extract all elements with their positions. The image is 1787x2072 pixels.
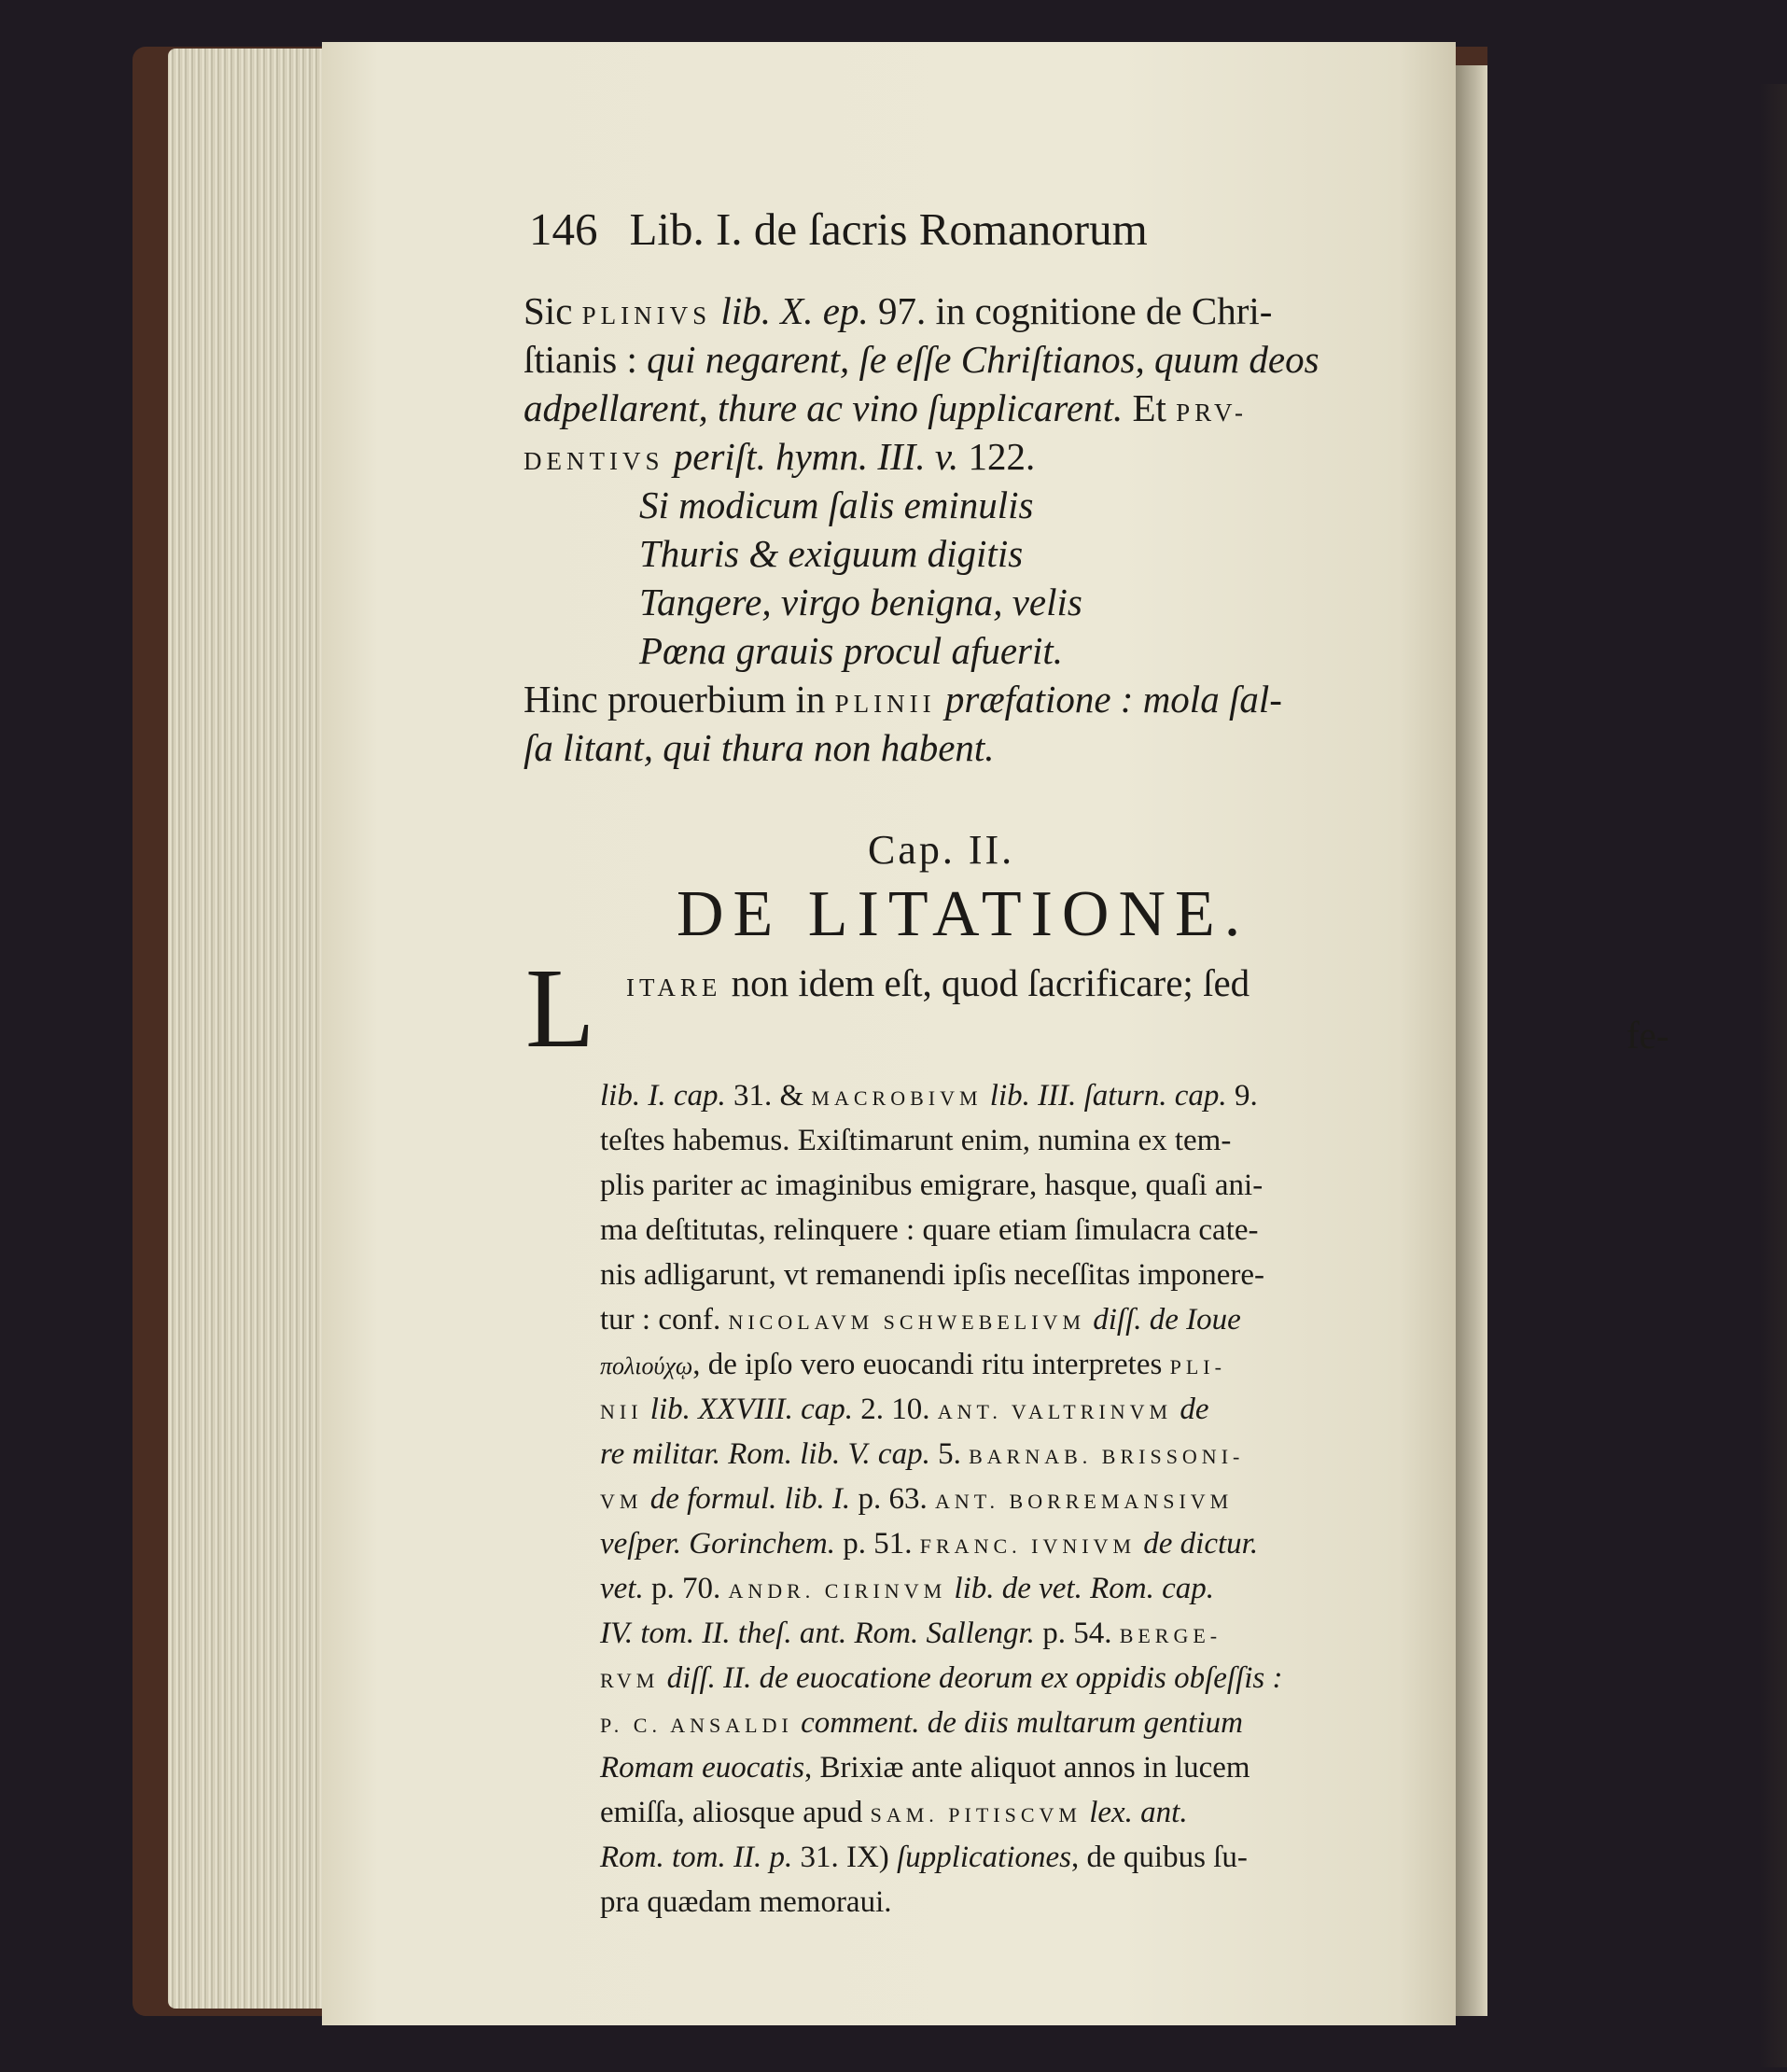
text-span: periſt. hymn. III. v. xyxy=(663,435,959,478)
text-span: Romam euocatis xyxy=(600,1751,805,1785)
note-line xyxy=(600,1701,1243,1748)
text-span: lib. III. ſaturn. cap. xyxy=(982,1079,1227,1113)
text-span: Sic xyxy=(524,289,582,332)
author-name: BERGE- xyxy=(1119,1624,1222,1647)
note-line xyxy=(600,1611,1222,1659)
verse-line: Pœna grauis procul afuerit. xyxy=(639,629,1064,672)
text-span: , de quibus ſu- xyxy=(1071,1841,1248,1874)
text-line xyxy=(524,432,1035,485)
text-span: p. 63. xyxy=(850,1482,935,1516)
text-span: comment. de diis multarum gentium xyxy=(792,1706,1243,1740)
author-name: ANDR. CIRINVM xyxy=(728,1579,947,1603)
text-span: non idem eſt, quod ſacrificare; ſed xyxy=(721,961,1250,1004)
note-line xyxy=(600,1387,1208,1435)
note-line: pra quædam memoraui. xyxy=(600,1885,892,1919)
running-title: Lib. I. de ſacris Romanorum xyxy=(629,203,1148,255)
drop-capital: L xyxy=(525,945,595,1071)
note-line: plis pariter ac imaginibus emigrare, hasque, quaſi ani- xyxy=(600,1169,1263,1202)
text-span: de dictur. xyxy=(1136,1527,1259,1561)
text-span: diſſ. de Ioue xyxy=(1085,1303,1241,1337)
text-span: p. 70. xyxy=(643,1572,729,1605)
verse-line: Tangere, virgo benigna, velis xyxy=(639,581,1082,623)
author-name: SAM. PITISCVM xyxy=(870,1803,1082,1827)
book-page xyxy=(322,42,1669,2025)
text-span: emiſſa, aliosque apud xyxy=(600,1796,871,1829)
text-span: lib. I. cap. xyxy=(600,1079,726,1113)
note-line xyxy=(600,1297,1241,1345)
chapter-label: Cap. II. xyxy=(868,827,1015,873)
text-line xyxy=(524,287,1272,340)
author-name: VM xyxy=(600,1490,643,1513)
text-span: tur : conf. xyxy=(600,1303,729,1337)
text-line xyxy=(524,335,1319,384)
author-name: PLI- xyxy=(1169,1355,1226,1379)
author-name: P. C. ANSALDI xyxy=(600,1714,793,1737)
chapter-title: DE LITATIONE. xyxy=(677,878,1250,950)
text-span: lex. ant. xyxy=(1081,1796,1188,1829)
text-span: veſper. Gorinchem. xyxy=(600,1527,836,1561)
text-span: ſtianis : xyxy=(524,338,648,381)
text-span: 31. & xyxy=(725,1079,812,1113)
text-span: 9. xyxy=(1226,1079,1258,1113)
text-line: ſa litant, qui thura non habent. xyxy=(524,726,995,769)
author-name: PRV- xyxy=(1176,399,1249,427)
note-line xyxy=(600,1342,1226,1390)
note-line xyxy=(600,1656,1282,1703)
note-line: nis adligarunt, vt remanendi ipſis neceſſitas imponere- xyxy=(600,1258,1265,1292)
verse-line: Thuris & exiguum digitis xyxy=(639,532,1024,575)
author-name: ANT. VALTRINVM xyxy=(937,1400,1173,1423)
text-span: lib. X. ep. xyxy=(711,289,869,332)
chapter-first-line xyxy=(626,959,1250,1012)
author-name: PLINIVS xyxy=(581,301,712,329)
greek-word: πολιούχῳ xyxy=(600,1352,693,1379)
text-span: 5. xyxy=(929,1437,970,1471)
text-span: diſſ. II. de euocatione deorum ex oppidis obſeſſis : xyxy=(659,1661,1283,1695)
facing-page-edge xyxy=(1454,65,1487,2016)
text-span: ITARE xyxy=(626,973,722,1001)
running-header xyxy=(529,203,1148,256)
text-span: ſupplicationes xyxy=(897,1841,1072,1874)
author-name: FRANC. IVNIVM xyxy=(919,1534,1137,1558)
text-span: qui negarent, ſe eſſe Chriſtianos, quum deos xyxy=(647,338,1319,381)
text-span: 122. xyxy=(958,435,1036,478)
note-line xyxy=(600,1566,1214,1614)
note-line xyxy=(600,1432,1244,1479)
author-name: NII xyxy=(600,1400,643,1423)
text-span: 97. in cognitione de Chri- xyxy=(868,289,1273,332)
note-line xyxy=(600,1835,1248,1880)
author-name: NICOLAVM SCHWEBELIVM xyxy=(728,1310,1086,1334)
note-line xyxy=(600,1745,1250,1790)
verse-line: Si modicum ſalis eminulis xyxy=(639,483,1034,526)
gutter-shadow xyxy=(1759,84,1787,2067)
note-line: teſtes habemus. Exiſtimarunt enim, numina ex tem- xyxy=(600,1124,1232,1157)
text-line xyxy=(524,675,1282,728)
text-span: re militar. Rom. lib. V. cap. xyxy=(600,1437,930,1471)
author-name: ANT. BORREMANSIVM xyxy=(934,1490,1234,1513)
author-name: PLINII xyxy=(834,690,936,718)
note-line xyxy=(600,1073,1258,1121)
note-line xyxy=(600,1790,1188,1838)
text-span: , Brixiæ ante aliquot annos in lucem xyxy=(804,1751,1250,1785)
text-span: , de ipſo vero euocandi ritu interpretes xyxy=(692,1348,1170,1381)
page-number: 146 xyxy=(529,203,598,255)
note-line: ma deſtitutas, relinquere : quare etiam ſimulacra cate- xyxy=(600,1213,1259,1247)
text-span: Et xyxy=(1123,386,1177,429)
text-line xyxy=(524,384,1248,437)
text-span: præfatione : mola ſal- xyxy=(935,678,1282,721)
author-name: MACROBIVM xyxy=(811,1086,983,1110)
author-name: DENTIVS xyxy=(524,447,664,475)
author-name: RVM xyxy=(600,1669,660,1692)
text-span: de xyxy=(1172,1393,1209,1426)
text-span: lib. XXVIII. cap. xyxy=(642,1393,853,1426)
text-span: IV. tom. II. theſ. ant. Rom. Sallengr. xyxy=(600,1617,1035,1650)
text-span: 2. 10. xyxy=(852,1393,938,1426)
text-span: lib. de vet. Rom. cap. xyxy=(946,1572,1214,1605)
catchword: fe- xyxy=(1626,1014,1669,1057)
text-span: adpellarent, thure ac vino ſupplicarent. xyxy=(524,386,1124,429)
page-edges xyxy=(168,49,327,2009)
note-line xyxy=(600,1521,1258,1569)
text-span: p. 54. xyxy=(1034,1617,1120,1650)
text-span: de formul. lib. I. xyxy=(642,1482,851,1516)
text-span: Hinc prouerbium in xyxy=(524,678,835,721)
text-span: 31. IX) xyxy=(792,1841,898,1874)
author-name: BARNAB. BRISSONI- xyxy=(969,1445,1245,1468)
text-span: p. 51. xyxy=(835,1527,920,1561)
note-line xyxy=(600,1477,1233,1524)
text-span: vet. xyxy=(600,1572,644,1605)
text-span: Rom. tom. II. p. xyxy=(600,1841,793,1874)
